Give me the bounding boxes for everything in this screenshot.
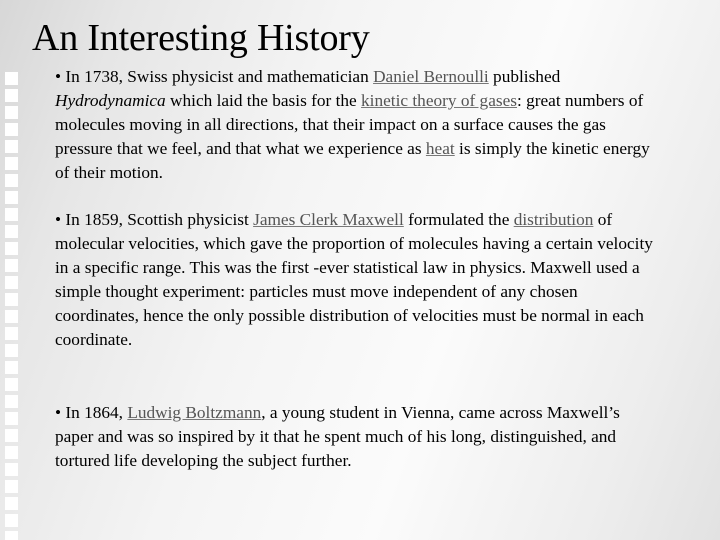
- link-ludwig-boltzmann[interactable]: Ludwig Boltzmann: [127, 403, 262, 422]
- paragraph-boltzmann: [55, 401, 655, 473]
- square-deco-icon: [5, 106, 18, 119]
- paragraph-text: In 1864,: [65, 403, 128, 422]
- square-deco-icon: [5, 344, 18, 357]
- square-deco-icon: [5, 89, 18, 102]
- square-deco-icon: [5, 208, 18, 221]
- bullet-icon: •: [55, 67, 62, 86]
- paragraph-text: , a young student in Vienna, came across Maxwell’s paper and was so inspired by it that he spent much of his long, distinguished, and tortured life developing the subject further.: [55, 403, 620, 470]
- square-deco-icon: [5, 480, 18, 493]
- link-distribution[interactable]: distribution: [513, 210, 594, 229]
- paragraph-text: which laid the basis for the: [165, 91, 362, 110]
- paragraph-text: In 1859, Scottish physicist: [65, 210, 254, 229]
- square-deco-icon: [5, 361, 18, 374]
- paragraph-text: of molecular velocities, which gave the proportion of molecules having a certain velocity in a specific range. This was the first -ever statistical law in physics. Maxwell used a simple thought experiment: particles must move independent of any chosen coordinates, hence the only possible distribution of velocities must be normal in each coordinate.: [55, 210, 653, 349]
- square-deco-icon: [5, 123, 18, 136]
- link-kinetic-theory-of-gases[interactable]: kinetic theory of gases: [361, 91, 517, 110]
- square-deco-icon: [5, 446, 18, 459]
- decorative-square-strip: [5, 72, 19, 540]
- paragraph-text: formulated the: [403, 210, 514, 229]
- square-deco-icon: [5, 514, 18, 527]
- square-deco-icon: [5, 242, 18, 255]
- square-deco-icon: [5, 72, 18, 85]
- paragraph-text: published: [488, 67, 561, 86]
- square-deco-icon: [5, 395, 18, 408]
- square-deco-icon: [5, 327, 18, 340]
- square-deco-icon: [5, 497, 18, 510]
- paragraph-text: is simply the kinetic energy of their motion.: [55, 139, 650, 182]
- paragraph-maxwell: [55, 208, 655, 352]
- square-deco-icon: [5, 259, 18, 272]
- square-deco-icon: [5, 174, 18, 187]
- square-deco-icon: [5, 157, 18, 170]
- bullet-icon: •: [55, 210, 62, 229]
- link-daniel-bernoulli[interactable]: Daniel Bernoulli: [373, 67, 489, 86]
- slide-title: An Interesting History: [32, 17, 370, 59]
- square-deco-icon: [5, 412, 18, 425]
- book-title-hydrodynamica: Hydrodynamica: [55, 91, 166, 110]
- square-deco-icon: [5, 429, 18, 442]
- paragraph-text: In 1738, Swiss physicist and mathematician: [65, 67, 374, 86]
- square-deco-icon: [5, 225, 18, 238]
- square-deco-icon: [5, 293, 18, 306]
- paragraph-bernoulli: [55, 65, 655, 185]
- square-deco-icon: [5, 310, 18, 323]
- paragraph-text: : great numbers of molecules moving in all directions, that their impact on a surface causes the gas pressure that we feel, and that what we experience as: [55, 91, 644, 158]
- square-deco-icon: [5, 531, 18, 540]
- link-james-clerk-maxwell[interactable]: James Clerk Maxwell: [253, 210, 404, 229]
- link-heat[interactable]: heat: [425, 139, 455, 158]
- square-deco-icon: [5, 140, 18, 153]
- square-deco-icon: [5, 378, 18, 391]
- bullet-icon: •: [55, 403, 62, 422]
- square-deco-icon: [5, 276, 18, 289]
- square-deco-icon: [5, 191, 18, 204]
- square-deco-icon: [5, 463, 18, 476]
